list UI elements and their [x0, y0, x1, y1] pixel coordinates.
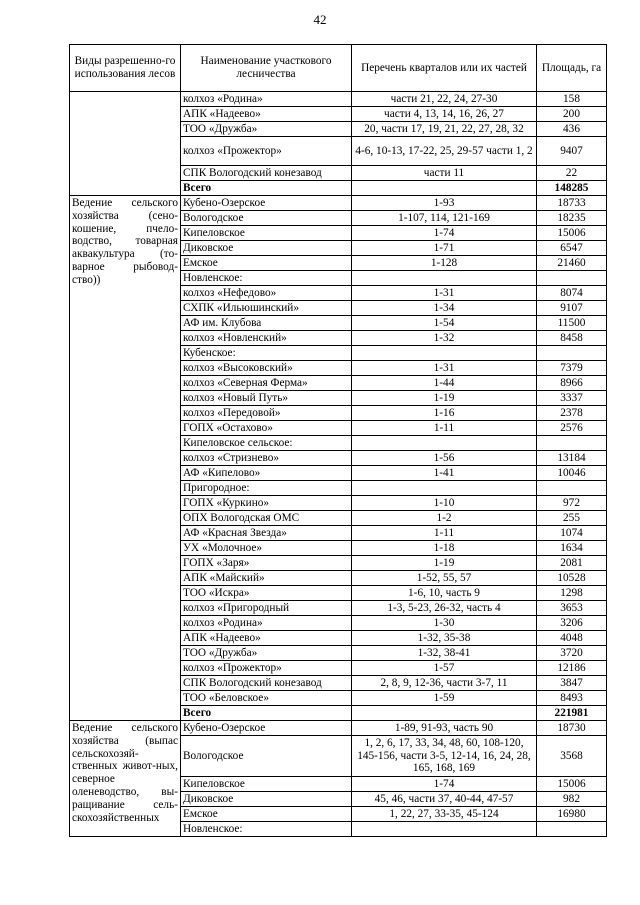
- quarters-cell: 1-74: [352, 226, 537, 241]
- total-label: Всего: [181, 181, 352, 196]
- header-area: Площадь, га: [537, 45, 607, 92]
- quarters-cell: 1-44: [352, 376, 537, 391]
- forestry-name: Диковское: [181, 792, 352, 807]
- forestry-name: колхоз «Северная Ферма»: [181, 376, 352, 391]
- quarters-cell: 1-31: [352, 361, 537, 376]
- area-cell: 2378: [537, 406, 607, 421]
- forestry-name: ТОО «Дружба»: [181, 122, 352, 137]
- forestry-name: колхоз «Родина»: [181, 616, 352, 631]
- area-cell: 15006: [537, 226, 607, 241]
- subgroup-label: Новленское:: [181, 822, 352, 837]
- area-cell: 7379: [537, 361, 607, 376]
- area-cell: 982: [537, 792, 607, 807]
- quarters-cell: 20, части 17, 19, 21, 22, 27, 28, 32: [352, 122, 537, 137]
- forest-use-table: [69, 44, 607, 837]
- quarters-cell: 4-6, 10-13, 17-22, 25, 29-57 части 1, 2: [352, 137, 537, 166]
- subgroup-label: Новленское:: [181, 271, 352, 286]
- total-label: Всего: [181, 706, 352, 721]
- area-cell: 22: [537, 166, 607, 181]
- quarters-cell: 1-74: [352, 777, 537, 792]
- forestry-name: Емское: [181, 807, 352, 822]
- quarters-cell: 1-32, 38-41: [352, 646, 537, 661]
- subgroup-label: Пригородное:: [181, 481, 352, 496]
- forestry-name: Вологодское: [181, 211, 352, 226]
- area-cell: 18733: [537, 196, 607, 211]
- forestry-name: колхоз «Родина»: [181, 92, 352, 107]
- quarters-cell: 1-31: [352, 286, 537, 301]
- forestry-name: ТОО «Дружба»: [181, 646, 352, 661]
- area-cell: [537, 346, 607, 361]
- quarters-cell: 1, 2, 6, 17, 33, 34, 48, 60, 108-120, 145-156, части 3-5, 12-14, 16, 24, 28, 165, 168, 169: [352, 736, 537, 777]
- area-cell: 3337: [537, 391, 607, 406]
- quarters-cell: 1-3, 5-23, 26-32, часть 4: [352, 601, 537, 616]
- table-row: [70, 92, 607, 107]
- forestry-name: колхоз «Прожектор»: [181, 661, 352, 676]
- area-cell: 1298: [537, 586, 607, 601]
- quarters-cell: части 4, 13, 14, 16, 26, 27: [352, 107, 537, 122]
- subgroup-label: Кубенское:: [181, 346, 352, 361]
- forestry-name: колхоз «Передовой»: [181, 406, 352, 421]
- quarters-cell: 1-107, 114, 121-169: [352, 211, 537, 226]
- forestry-name: колхоз «Высоковский»: [181, 361, 352, 376]
- forestry-name: ТОО «Беловское»: [181, 691, 352, 706]
- area-cell: 4048: [537, 631, 607, 646]
- area-cell: 10046: [537, 466, 607, 481]
- quarters-cell: 1-11: [352, 421, 537, 436]
- header-row: [70, 45, 607, 92]
- forestry-name: АПК «Надеево»: [181, 631, 352, 646]
- quarters-cell: [352, 822, 537, 837]
- area-cell: 9107: [537, 301, 607, 316]
- forestry-name: СПК Вологодский конезавод: [181, 676, 352, 691]
- page-number: 42: [313, 12, 327, 27]
- forestry-name: Вологодское: [181, 736, 352, 777]
- forestry-name: колхоз «Пригородный: [181, 601, 352, 616]
- area-cell: 200: [537, 107, 607, 122]
- area-cell: 6547: [537, 241, 607, 256]
- area-cell: 3568: [537, 736, 607, 777]
- quarters-cell: 1-6, 10, часть 9: [352, 586, 537, 601]
- forestry-name: ОПХ Вологодская ОМС: [181, 511, 352, 526]
- forestry-name: Кубено-Озерское: [181, 721, 352, 736]
- total-area: 221981: [537, 706, 607, 721]
- forestry-name: ГОПХ «Заря»: [181, 556, 352, 571]
- forestry-name: АФ им. Клубова: [181, 316, 352, 331]
- forestry-name: СХПК «Ильюшинский»: [181, 301, 352, 316]
- table-row: [70, 196, 607, 211]
- forestry-name: АПК «Надеево»: [181, 107, 352, 122]
- quarters-cell: 1, 22, 27, 33-35, 45-124: [352, 807, 537, 822]
- area-cell: 972: [537, 496, 607, 511]
- forestry-name: ГОПХ «Остахово»: [181, 421, 352, 436]
- forestry-name: колхоз «Новый Путь»: [181, 391, 352, 406]
- quarters-cell: части 11: [352, 166, 537, 181]
- total-area: 148285: [537, 181, 607, 196]
- forestry-name: АФ «Кипелово»: [181, 466, 352, 481]
- forestry-name: колхоз «Стризнево»: [181, 451, 352, 466]
- quarters-cell: 1-30: [352, 616, 537, 631]
- quarters-cell: 1-19: [352, 391, 537, 406]
- area-cell: 13184: [537, 451, 607, 466]
- quarters-cell: 2, 8, 9, 12-36, части 3-7, 11: [352, 676, 537, 691]
- quarters-cell: 1-52, 55, 57: [352, 571, 537, 586]
- quarters-cell: [352, 271, 537, 286]
- quarters-cell: 1-93: [352, 196, 537, 211]
- quarters-cell: [352, 181, 537, 196]
- forestry-name: ТОО «Искра»: [181, 586, 352, 601]
- forestry-name: колхоз «Нефедово»: [181, 286, 352, 301]
- area-cell: [537, 481, 607, 496]
- forestry-name: Емское: [181, 256, 352, 271]
- area-cell: 16980: [537, 807, 607, 822]
- quarters-cell: 1-56: [352, 451, 537, 466]
- area-cell: 8493: [537, 691, 607, 706]
- quarters-cell: 1-89, 91-93, часть 90: [352, 721, 537, 736]
- area-cell: 2081: [537, 556, 607, 571]
- quarters-cell: [352, 346, 537, 361]
- use-type-cell: Ведение сельского хозяйства (сено-кошение, пчело-водство, товарная аквакультура (то-варное рыбовод-ство)): [70, 196, 181, 721]
- area-cell: [537, 436, 607, 451]
- area-cell: 3847: [537, 676, 607, 691]
- quarters-cell: 1-2: [352, 511, 537, 526]
- area-cell: 3720: [537, 646, 607, 661]
- header-forestry-name: Наименование участкового лесничества: [181, 45, 352, 92]
- area-cell: 3653: [537, 601, 607, 616]
- forestry-name: СПК Вологодский конезавод: [181, 166, 352, 181]
- quarters-cell: 1-19: [352, 556, 537, 571]
- area-cell: 8458: [537, 331, 607, 346]
- forestry-name: УХ «Молочное»: [181, 541, 352, 556]
- area-cell: 158: [537, 92, 607, 107]
- quarters-cell: 1-18: [352, 541, 537, 556]
- forestry-name: ГОПХ «Куркино»: [181, 496, 352, 511]
- use-type-cell: [70, 92, 181, 196]
- area-cell: 18235: [537, 211, 607, 226]
- quarters-cell: 45, 46, части 37, 40-44, 47-57: [352, 792, 537, 807]
- quarters-cell: 1-11: [352, 526, 537, 541]
- quarters-cell: 1-34: [352, 301, 537, 316]
- area-cell: 8074: [537, 286, 607, 301]
- area-cell: 255: [537, 511, 607, 526]
- quarters-cell: 1-71: [352, 241, 537, 256]
- area-cell: 1634: [537, 541, 607, 556]
- subgroup-label: Кипеловское сельское:: [181, 436, 352, 451]
- area-cell: 15006: [537, 777, 607, 792]
- quarters-cell: [352, 481, 537, 496]
- quarters-cell: [352, 436, 537, 451]
- quarters-cell: 1-54: [352, 316, 537, 331]
- area-cell: 436: [537, 122, 607, 137]
- header-use-type: Виды разрешенно-го использования лесов: [70, 45, 181, 92]
- forestry-name: Кипеловское: [181, 777, 352, 792]
- area-cell: [537, 822, 607, 837]
- quarters-cell: 1-32: [352, 331, 537, 346]
- area-cell: 11500: [537, 316, 607, 331]
- forestry-name: Кубено-Озерское: [181, 196, 352, 211]
- forestry-name: Диковское: [181, 241, 352, 256]
- quarters-cell: части 21, 22, 24, 27-30: [352, 92, 537, 107]
- quarters-cell: 1-32, 35-38: [352, 631, 537, 646]
- table-row: [70, 721, 607, 736]
- quarters-cell: 1-59: [352, 691, 537, 706]
- forestry-name: АПК «Майский»: [181, 571, 352, 586]
- area-cell: 21460: [537, 256, 607, 271]
- area-cell: 8966: [537, 376, 607, 391]
- area-cell: 1074: [537, 526, 607, 541]
- forestry-name: Кипеловское: [181, 226, 352, 241]
- quarters-cell: 1-16: [352, 406, 537, 421]
- area-cell: 12186: [537, 661, 607, 676]
- header-quarters: Перечень кварталов или их частей: [352, 45, 537, 92]
- quarters-cell: [352, 706, 537, 721]
- quarters-cell: 1-10: [352, 496, 537, 511]
- quarters-cell: 1-57: [352, 661, 537, 676]
- use-type-cell: Ведение сельского хозяйства (выпас сельскохозяй-ственных живот-ных, северное оленеводство, вы-ращивание сель-скохозяйственных: [70, 721, 181, 837]
- quarters-cell: 1-41: [352, 466, 537, 481]
- area-cell: 18730: [537, 721, 607, 736]
- area-cell: 10528: [537, 571, 607, 586]
- area-cell: 3206: [537, 616, 607, 631]
- quarters-cell: 1-128: [352, 256, 537, 271]
- forestry-name: колхоз «Новленский»: [181, 331, 352, 346]
- area-cell: 2576: [537, 421, 607, 436]
- area-cell: [537, 271, 607, 286]
- forestry-name: колхоз «Прожектор»: [181, 137, 352, 166]
- area-cell: 9407: [537, 137, 607, 166]
- forestry-name: АФ «Красная Звезда»: [181, 526, 352, 541]
